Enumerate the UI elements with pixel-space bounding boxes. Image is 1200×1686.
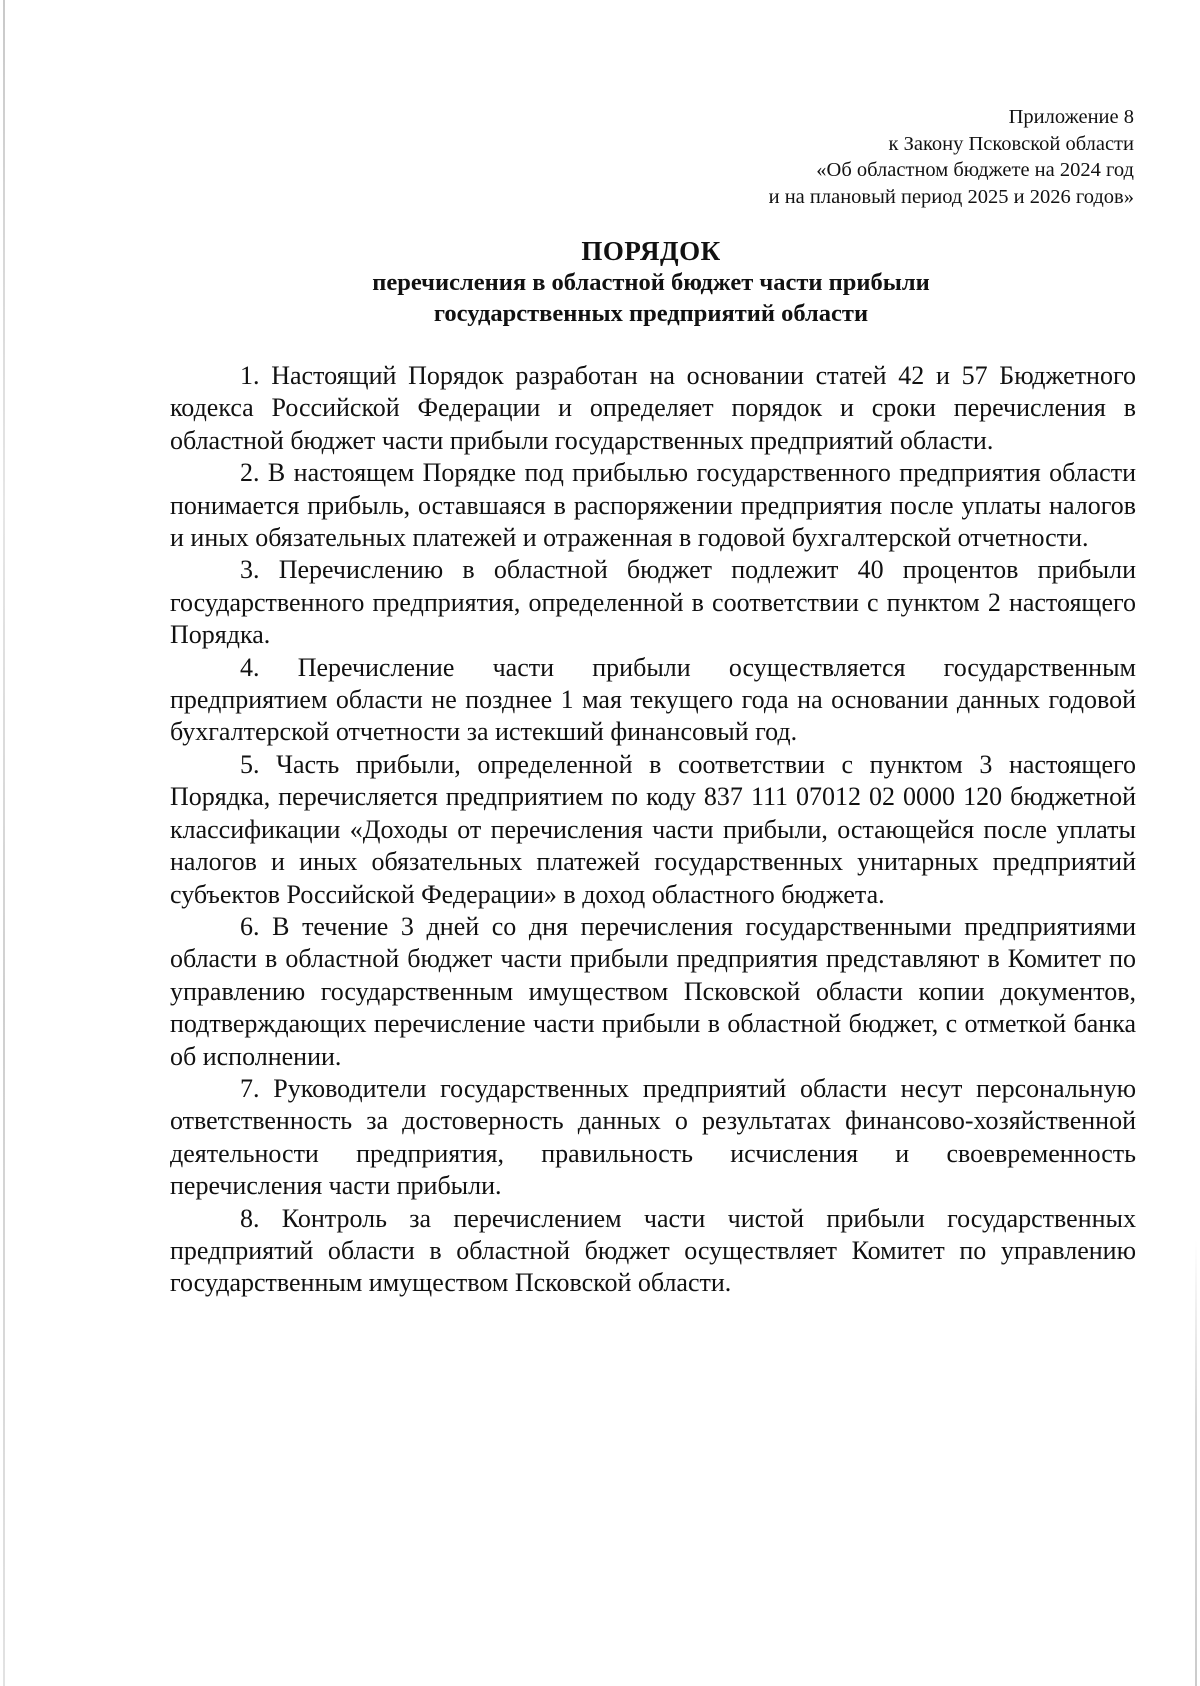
appendix-header (614, 104, 1134, 210)
document-body (170, 360, 1136, 1300)
appendix-line-4: и на плановый период 2025 и 2026 годов» (768, 185, 1134, 208)
document-heading (168, 236, 1134, 329)
appendix-line-1: Приложение 8 (1008, 106, 1134, 128)
document-subtitle-line-2: государственных предприятий области (433, 300, 869, 327)
paragraph-8: 8. Контроль за перечислением части чистой прибыли государственных предприятий области в областной бюджет осуществляет Комитет по управлению государственным имуществом Псковской области. (170, 1203, 1136, 1298)
document-title: ПОРЯДОК (581, 236, 721, 266)
paragraph-1: 1. Настоящий Порядок разработан на основании статей 42 и 57 Бюджетного кодекса Российской Федерации и определяет порядок и сроки перечисления в областной бюджет части прибыли государственных предприятий области. (170, 361, 1136, 455)
paragraph-5: 5. Часть прибыли, определенной в соответствии с пунктом 3 настоящего Порядка, перечисляется предприятием по коду 837 111 07012 02 0000 120 бюджетной классификации «Доходы от перечисления части прибыли, остающейся после уплаты налогов и иных обязательных платежей государственных унитарных предприятий субъектов Российской Федерации» в доход областного бюджета. (170, 749, 1136, 909)
appendix-line-2: к Закону Псковской области (888, 132, 1134, 155)
paragraph-6: 6. В течение 3 дней со дня перечисления государственными предприятиями области в областной бюджет части прибыли предприятия представляют в Комитет по управлению государственным имуществом Псковской области копии документов, подтверждающих перечисление части прибыли в областной бюджет, с отметкой банка об исполнении. (170, 911, 1136, 1071)
appendix-line-3: «Об областном бюджете на 2024 год (816, 159, 1134, 181)
paragraph-3: 3. Перечислению в областной бюджет подлежит 40 процентов прибыли государственного предприятия, определенной в соответствии с пунктом 2 настоящего Порядка. (170, 555, 1136, 650)
paragraph-2: 2. В настоящем Порядке под прибылью государственного предприятия области понимается прибыль, оставшаяся в распоряжении предприятия после уплаты налогов и иных обязательных платежей и отраженная в годовой бухгалтерской отчетности. (170, 458, 1136, 553)
paragraph-4: 4. Перечисление части прибыли осуществляется государственным предприятием области не позднее 1 мая текущего года на основании данных годовой бухгалтерской отчетности за истекший финансовый год. (170, 652, 1136, 747)
scan-edge-right (1195, 1240, 1197, 1686)
document-subtitle-line-1: перечисления в областной бюджет части прибыли (372, 269, 930, 296)
paragraph-7: 7. Руководители государственных предприятий области несут персональную ответственность за достоверность данных о результатах финансово-хозяйственной деятельности предприятия, правильность исчисления и своевременность перечисления части прибыли. (170, 1073, 1136, 1201)
scan-edge-left (3, 0, 5, 1686)
